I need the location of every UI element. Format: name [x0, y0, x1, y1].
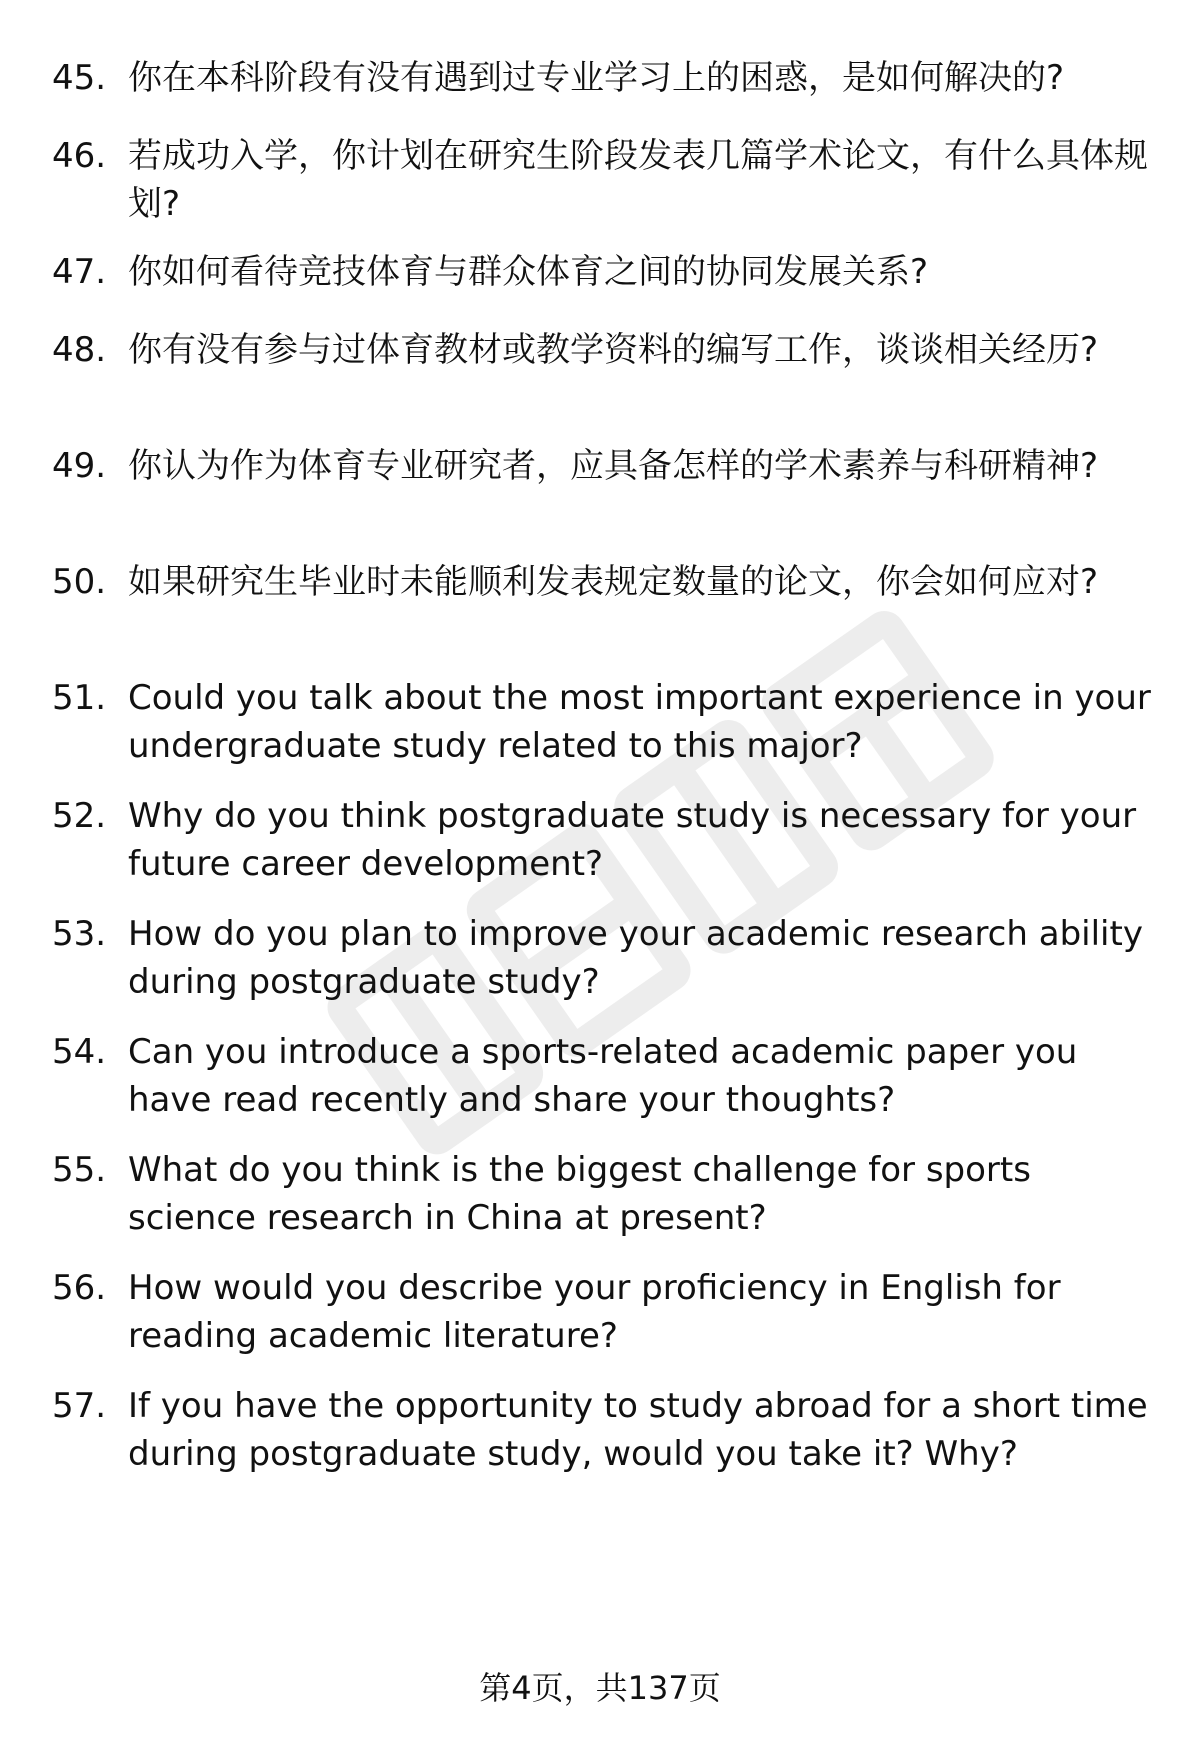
question-item	[52, 132, 1172, 228]
question-number: 54.	[52, 1032, 107, 1072]
question-number: 50.	[52, 562, 107, 602]
question-text: 你认为作为体育专业研究者，应具备怎样的学术素养与科研精神?	[128, 446, 1099, 486]
question-number: 46.	[52, 136, 107, 176]
question-item	[52, 442, 1172, 490]
question-item	[52, 1264, 1172, 1360]
question-item	[52, 1382, 1172, 1478]
question-item	[52, 674, 1172, 770]
question-text: 你在本科阶段有没有遇到过专业学习上的困惑，是如何解决的?	[128, 58, 1065, 98]
question-number: 49.	[52, 446, 107, 486]
question-number: 45.	[52, 58, 107, 98]
question-text: Why do you think postgraduate study is necessary for your future career development?	[128, 796, 1137, 884]
question-item	[52, 1146, 1172, 1242]
question-text: How would you describe your proficiency in English for reading academic literature?	[128, 1268, 1061, 1356]
question-number: 57.	[52, 1386, 107, 1426]
question-text: Can you introduce a sports-related academic paper you have read recently and share your thoughts?	[128, 1032, 1078, 1120]
question-number: 56.	[52, 1268, 107, 1308]
question-text: How do you plan to improve your academic research ability during postgraduate study?	[128, 914, 1143, 1002]
question-text: 如果研究生毕业时未能顺利发表规定数量的论文，你会如何应对?	[128, 562, 1099, 602]
question-number: 53.	[52, 914, 107, 954]
question-number: 47.	[52, 252, 107, 292]
question-number: 55.	[52, 1150, 107, 1190]
question-text: 你有没有参与过体育教材或教学资料的编写工作，谈谈相关经历?	[128, 330, 1099, 370]
page-number-label: 第4页，共137页	[479, 1669, 721, 1707]
question-item	[52, 792, 1172, 888]
question-item	[52, 326, 1172, 374]
question-text: 你如何看待竞技体育与群众体育之间的协同发展关系?	[128, 252, 929, 292]
question-text: If you have the opportunity to study abroad for a short time during postgraduate study, would you take it? Why?	[128, 1386, 1148, 1474]
page-footer	[0, 1666, 1200, 1710]
question-item	[52, 1028, 1172, 1124]
question-number: 51.	[52, 678, 107, 718]
question-item	[52, 248, 1172, 296]
question-number: 52.	[52, 796, 107, 836]
question-item	[52, 558, 1172, 606]
question-text: What do you think is the biggest challenge for sports science research in China at present?	[128, 1150, 1031, 1238]
question-item	[52, 910, 1172, 1006]
question-text: Could you talk about the most important experience in your undergraduate study related to this major?	[128, 678, 1151, 766]
question-item	[52, 54, 1172, 102]
question-number: 48.	[52, 330, 107, 370]
question-text: 若成功入学，你计划在研究生阶段发表几篇学术论文，有什么具体规划?	[128, 136, 1148, 224]
